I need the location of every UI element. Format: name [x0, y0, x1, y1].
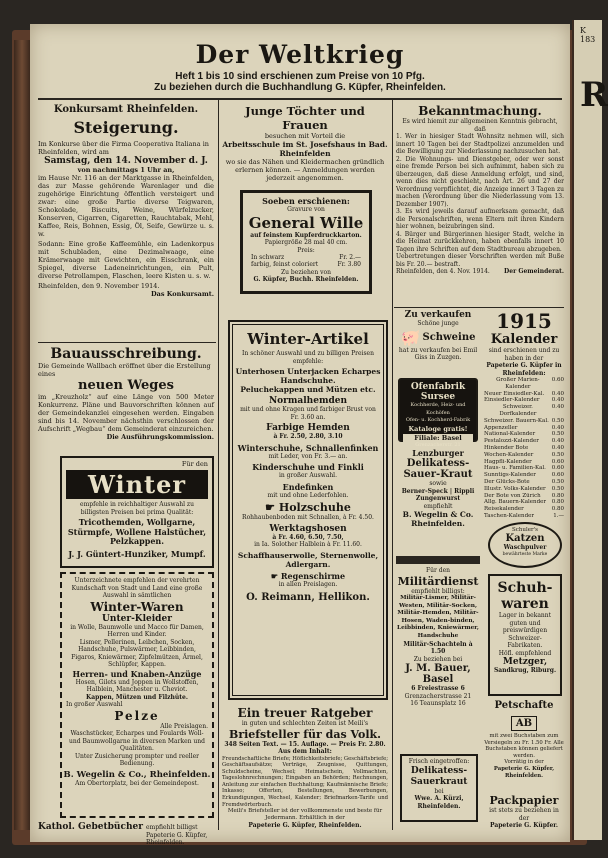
schweine-p2: hat zu verkaufen bei Emil Giss in Zuzgen.	[398, 346, 478, 361]
sauerkraut2-pre: Frisch eingetroffen:	[408, 758, 470, 765]
kalender-item	[484, 452, 564, 459]
kalender-item	[484, 472, 564, 479]
toechter-p2: wo sie das Nähen und Kleidermachen gründlich erlernen können. — Anmeldungen werden jederzeit angenommen.	[225, 158, 385, 182]
sauerkraut2-sign: Wwe. A. Kürzi, Rheinfelden.	[414, 795, 464, 810]
ratgeber-p4: Freundschaftliche Briefe; Höflichkeitsbriefe; Geschäftsbriefe; Geschäftsaufsätze; Verträge, Zeugnisse, Quittungen, Schuldscheine, Wechsel; Heimatschein, Vollmachten, Tageslohnrechnungen; Eingaben an Behörden; Rechnungen, Anleitung zur einfachen Buchhaltung; Kaufmännische Briefe; Inkasso; Offerten, Bestellungen, Bewerbungen, Erkundigungen, Wechsel, Kalender; Briefmarken-Tarife und Fremdwörterbuch.	[222, 755, 388, 808]
bekannt-p3: 3. Es wird jeweils darauf aufmerksam gemacht, daß die Personalschriften, wenn Eltern mit ihren Kindern hier wohnen, beizubringen sind.	[396, 208, 564, 230]
pig-icon: 🐖	[400, 327, 421, 347]
kalender-item	[484, 506, 564, 513]
kalender-item-name: Einsiedler-Kalender	[484, 397, 540, 404]
kalender-item-name: Reisekalender	[484, 506, 524, 513]
winterartikel-i12: Adlergarn.	[285, 559, 331, 569]
kalender-item	[484, 391, 564, 398]
winterartikel-i11: Schaffhauserwolle, Sternenwolle,	[237, 550, 379, 560]
kalender-item-price: 0.60	[551, 465, 564, 472]
winterwaren-line4: Kappen, Mützen und Filzhüte.	[86, 693, 188, 701]
militaer-p1: empfiehlt billigst:	[411, 587, 465, 595]
steigerung-sign: Das Konkursamt.	[150, 290, 214, 298]
delikatess-title: Delikatess-Sauer-Kraut	[403, 458, 473, 480]
winterartikel-i7b: in großer Auswahl.	[278, 472, 338, 479]
steigerung-p1: Im Konkurse über die Firma Cooperativa Italiana in Rheinfelden, wird am	[38, 140, 209, 156]
militaer-tascke: Militär-Schachteln à 1.50	[403, 640, 473, 656]
winterwaren-title: Winter-Waren	[90, 599, 184, 614]
militaer-items: Militär-Lismer, Militär-Westen, Militär-Socken, Militär-Hemden, Militär-Hosen, Waden-binden, Leibbinden, Kniewärmer, Handschuhe	[397, 595, 479, 639]
winter-gh-p1: empfehle in reichhaltiger Auswahl zu billigsten Preisen bei prima Qualität:	[80, 501, 194, 516]
bauaus-sign: Die Ausführungskommission.	[106, 433, 214, 441]
book-spine	[14, 40, 30, 830]
wille-price-label: Preis:	[297, 246, 315, 254]
winter-gh-pre: Für den	[181, 460, 208, 468]
kalender-item	[484, 513, 564, 520]
delikatess-line3: Zungenwurst	[415, 495, 461, 502]
steigerung-p2: im Hause Nr. 116 an der Marktgasse in Rheinfelden, das zur Masse gehörende Warenlager und die zugehörige Einrichtung öffentlich versteigert und zwar: eine große Partie diverse Teigwaren, Schokolade, Biscuits, Weine, Würfelzucker, Konserven, Cigarren, Cigaretten, Rauchtabak, Mehl, Kaffee, Reis, Bohnen, Essig, Öl, Seife, Gewürze u. s. w.	[38, 174, 214, 238]
militaer-addr1: 6 Freiestrasse 6	[411, 685, 465, 693]
bauaus-p1: Die Gemeinde Wallbach eröffnet über die Erstellung eines	[38, 362, 211, 378]
masthead-line1: Heft 1 bis 10 sind erschienen zum Preise von 10 Pfg.	[175, 71, 425, 82]
kalender-item-name: Der Glücks-Bote	[484, 478, 530, 485]
sursee-line2: Ofen- u. Kochherd-Fabrik	[405, 417, 471, 423]
kalender-item-price: 0.40	[551, 444, 564, 451]
kalender-item	[484, 397, 564, 404]
toechter-school: Arbeitsschule im St. Josefshaus in Bad. Rheinfelden	[222, 140, 388, 158]
militaerdienst-ad	[396, 567, 480, 708]
kalender-item-price: 0.40	[551, 397, 564, 404]
wille-p2: Papiergröße 28 mal 40 cm.	[264, 239, 348, 246]
kalender-item	[484, 499, 564, 506]
kalender-item	[484, 404, 564, 418]
kalender-p1: sind erschienen und zu haben in der	[488, 347, 560, 362]
kalender-item-price: 0.80	[551, 499, 564, 506]
petschafte-p2: Vorrätig in der	[504, 759, 544, 766]
kalender-item-name: Taschen-Kalender	[484, 512, 534, 519]
bauaus-sub: neuen Weges	[78, 378, 174, 393]
winterwaren-line1: in Wolle, Baumwolle und Macco für Damen, Herren und Kinder.	[70, 623, 204, 638]
wille-title: General Wille	[248, 213, 364, 232]
newspaper-page	[30, 24, 570, 846]
winter-gh-sign: J. J. Güntert-Hunziker, Mumpf.	[68, 548, 206, 559]
toechter-title: Junge Töchter und Frauen	[245, 104, 365, 132]
kalender-item-name: Der Bote von Zürich	[484, 492, 541, 499]
kalender-item	[484, 438, 564, 445]
delikatess-ad	[396, 448, 480, 528]
kalender-list	[484, 377, 564, 520]
masthead-line2: Zu beziehen durch die Buchhandlung G. Küpfer, Rheinfelden.	[154, 82, 446, 93]
sursee-line5: Grenzacherstr. 21	[415, 441, 461, 448]
kalender-item-price: 0.50	[551, 417, 564, 424]
wille-pre: Soeben erschienen:	[262, 196, 350, 206]
schuhwaren-ad	[488, 574, 562, 696]
kalender-item-price: 0.40	[551, 404, 564, 411]
kalender-item-name: Großer Marien-Kalender	[496, 377, 540, 390]
delikatess-sign: B. Wegelin & Co. Rheinfelden.	[402, 510, 474, 528]
wille-price1	[243, 254, 369, 261]
winterartikel-i8b: mit und ohne Lederfohlen.	[267, 491, 349, 499]
kalender-item	[484, 418, 564, 425]
winterartikel-i13	[230, 571, 386, 581]
divider	[394, 307, 564, 308]
kalender-item-name: Pestalozzi-Kalender	[484, 438, 539, 445]
kalender-item	[484, 425, 564, 432]
kalender-item-name: Schweizer. Dorfkalender	[499, 404, 537, 417]
winterartikel-i4b: mit und ohne Kragen und farbiger Brust von Fr. 3.60 an.	[240, 406, 376, 421]
kalender-item-name: Appenzeller	[484, 424, 518, 431]
steigerung-time: von nachmittags 1 Uhr an,	[77, 166, 175, 174]
bauaus-p2: im „Kreuzholz“ auf eine Länge von 500 Meter Konkurrenz. Pläne und Bauvorschriften können auf der Gemeindekanzlei eingesehen werden. Eingaben sind bis 14. November nächsthin verschlossen der Aufschrift „Wegbau“ dem Gemeinderat einzureichen.	[38, 393, 214, 433]
wille-sign: G. Küpfer, Buchh. Rheinfelden.	[253, 276, 359, 284]
petschafte-ad	[484, 700, 564, 779]
bekannt-place: Rheinfelden, den 4. Nov. 1914.	[396, 268, 490, 275]
masthead-rule	[38, 98, 562, 100]
next-page-number: K 183	[580, 26, 596, 44]
winterartikel-i9	[230, 501, 386, 514]
winterartikel-i8: Endefinken	[282, 481, 334, 492]
ratgeber-p3: Aus dem Inhalt:	[278, 748, 332, 755]
delikatess-line4: empfiehlt	[423, 502, 453, 510]
schuhwaren-addr: Sandkrug, Riburg.	[493, 667, 557, 674]
winterwaren-sub: Unter-Kleider	[102, 613, 172, 624]
steigerung-header: Konkursamt Rheinfelden.	[53, 104, 199, 115]
gebetbuch-text: empfiehlt billigst Papeterie G. Küpfer, Rheinfelden.	[145, 824, 208, 846]
militaer-pre2: Zu beziehen bei	[413, 655, 463, 663]
ratgeber-p1: in guten und schlechten Zeiten ist Meili's	[241, 720, 369, 727]
ratgeber-title2: Briefsteller für das Volk.	[229, 727, 381, 741]
ratgeber-p5: Meili's Briefsteller ist der vollkommenste und beste für Jedermann. Erhältlich in der	[227, 808, 383, 822]
winterartikel-intro: In schöner Auswahl und zu billigen Preisen empfehle:	[242, 350, 374, 365]
kalender-item-price: 0.40	[551, 438, 564, 445]
steigerung-ad	[38, 104, 214, 298]
kalender-item	[484, 486, 564, 493]
bekannt-p1: 1. Wer in hiesiger Stadt Wohnsitz nehmen will, sich innert 10 Tagen bei der Stadtpolizei anzumelden und die Bewilligung zur Niederlassung nachzusuchen hat.	[396, 133, 564, 155]
bekannt-intro: Es wird hiemit zur allgemeinen Kenntnis gebracht, daß	[402, 118, 558, 133]
ofenfabrik-ad	[398, 378, 478, 448]
kalender-shop: Papeterie G. Küpfer in Rheinfelden:	[486, 362, 562, 377]
winterartikel-i9-label: Holzschuhe	[278, 501, 351, 514]
divider	[38, 342, 216, 343]
petschafte-p1: mit zwei Buchstaben zum Versiegeln zu Fr. 1.50 Fr. Alle Buchstaben können geliefert werden.	[484, 733, 564, 759]
schuhwaren-p1: Lager in bekannt guten und preiswürdigen Schweizer-Fabrikaten.	[498, 612, 552, 649]
winterartikel-i10c: in Ia. Solother Halblein à Fr. 11.60.	[254, 541, 362, 548]
winterartikel-i13b: in allen Preislagen.	[278, 580, 338, 588]
kalender-year: 1915	[496, 309, 552, 333]
gebetbuch-title: Kathol. Gebetbücher	[38, 822, 143, 832]
schweine-row	[396, 328, 480, 347]
winterwaren-pelze-pre: In großer Auswahl	[66, 701, 123, 708]
winterartikel-i9b: Rohhaubenboden mit Schnallen, à Fr. 4.50.	[242, 514, 374, 521]
kalender-item-price: 0.50	[551, 431, 564, 438]
bekannt-title: Bekanntmachung.	[418, 104, 542, 118]
kalender-item	[484, 493, 564, 500]
black-bar	[396, 556, 480, 564]
winterartikel-i1: Unterhosen Unterjacken Echarpes	[235, 367, 381, 376]
delikatess-line2: Berner-Speck | Rippli	[401, 487, 475, 495]
winterartikel-i4: Normalhemden	[268, 396, 348, 406]
wille-price1-value: Fr. 2.—	[339, 254, 361, 261]
kalender-item-price: 0.50	[551, 485, 564, 492]
militaer-addr2: Grenzacherstrasse 21	[404, 692, 472, 700]
militaer-title: Militärdienst	[397, 574, 479, 588]
kalender-item-name: Haus- u. Familien-Kal.	[484, 465, 546, 472]
sauerkraut-ad	[400, 754, 478, 822]
kalender-item-price: 0.60	[551, 377, 564, 383]
bekannt-p4: 4. Bürger und Bürgerinnen hiesiger Stadt, welche in die Heimat zurückkehren, haben ebenfalls innert 10 Tagen ihre Schriften auf dem Stadtbureau abzugeben.	[396, 230, 564, 253]
wille-price2-label: farbig, feinst coloriert	[251, 261, 319, 269]
winterwaren-line6: Unter Zusicherung prompter und reeller Bedienung.	[74, 752, 200, 767]
ratgeber-sign: Papeterie G. Küpfer, Rheinfelden.	[248, 822, 362, 830]
sauerkraut2-title: Delikatess-Sauerkraut	[410, 765, 468, 787]
winter-guentert-ad	[60, 456, 214, 568]
packpapier-title: Packpapier	[489, 794, 559, 807]
sursee-line4: Filiale: Basel	[403, 434, 473, 442]
kalender-item-name: Hinkender Bote	[484, 444, 529, 451]
wille-price2	[243, 261, 369, 268]
bekannt-p2: 2. Die Wohnungs- und Dienstgeber, oder wer sonst eine fremde Person bei sich aufnimmt, haben sich zu überzeugen, daß diese Anmeldung erfolgt, und sind, wenn dies nicht geschieht, nach Art. 26 und 27 der Verordnung verpflichtet, die Anzeige innert 3 Tagen zu machen (Verordnung über die Niederlassung vom 13. Dezember 1907).	[396, 155, 564, 208]
kalender-item-name: Sunntigs-Kalender	[484, 472, 536, 479]
delikatess-line1: sowie	[429, 480, 447, 487]
winterartikel-i6b: mit Leder, von Fr. 3.— an.	[268, 452, 348, 460]
katzen-ad	[488, 522, 562, 568]
ratgeber-ad	[222, 706, 388, 830]
winterartikel-title: Winter-Artikel	[247, 330, 369, 348]
sursee-line3: Kataloge gratis!	[408, 424, 468, 433]
bekanntmachung-ad	[396, 104, 564, 275]
winterwaren-intro: Unterzeichnete empfehlen der verehrten Kundschaft von Stadt und Land eine große Auswahl in sämtlichen	[71, 577, 203, 599]
militaer-sign: J. M. Bauer, Basel	[405, 663, 471, 686]
kalender-item-price: 0.50	[551, 478, 564, 485]
kalender-item-name: Hagpfli-Kalender	[484, 458, 532, 465]
kalender-item-price: 0.80	[551, 492, 564, 499]
sauerkraut2-line1: bei	[434, 787, 444, 795]
kalender-item-name: Neuer Einsiedler-Kal.	[484, 390, 545, 397]
schuhwaren-p2: Höfl. empfehlend	[498, 649, 552, 657]
next-page-edge	[572, 20, 608, 840]
kalender-item	[484, 479, 564, 486]
column-divider	[392, 100, 393, 830]
winterwaren-pelze: Pelze	[114, 708, 160, 723]
petschafte-sign: Papeterie G. Küpfer, Rheinfelden.	[493, 765, 555, 779]
winterartikel-i10b: à Fr. 4.60, 6.50, 7.50,	[272, 533, 344, 541]
packpapier-p1: ist stets zu beziehen in der	[489, 807, 559, 822]
pointing-hand-icon: ☛	[270, 570, 281, 581]
winterartikel-i3: Peluchekappen und Mützen etc.	[240, 385, 376, 394]
winterartikel-i5b: à Fr. 2.50, 2.80, 3.10	[273, 433, 343, 440]
kalender-item-price: 0.60	[551, 472, 564, 479]
kalender-item	[484, 445, 564, 452]
kalender-item-name: Illustr. Volks-Kalender	[484, 485, 546, 492]
schweine-p1: Schöne junge	[417, 320, 459, 327]
steigerung-place: Rheinfelden, den 9. November 1914.	[38, 282, 160, 290]
kalender-item-name: National-Kalender	[484, 431, 536, 438]
delikatess-pre: Lenzburger	[412, 448, 464, 458]
katzen-line1: Schuler's	[512, 527, 538, 533]
winterwaren-sign-post: Am Obertorplatz, bei der Gemeindepost.	[75, 779, 199, 787]
wille-from: Zu beziehen von	[280, 268, 331, 276]
masthead	[30, 40, 570, 93]
packpapier-ad	[484, 794, 564, 830]
winterwaren-line3: Hosen, Gilets und Joppen in Wollstoffen, Halblein, Manchester u. Cheviot.	[75, 678, 199, 693]
kalender-item-name: Allg. Bauern-Kalender	[484, 499, 547, 506]
winterartikel-i7: Kinderschuhe und Finkli	[252, 462, 364, 472]
katzen-line2: Katzen	[505, 533, 545, 544]
steigerung-p3: Sodann: Eine große Kaffeemühle, ein Ladenkorpus mit Schubladen, eine Dezimalwaage, eine Krämerwaage mit Gewichten, ein Eisschrank, ein Spiegel, diverse Ladeneinrichtungen, ein Pult, diverse Petrollampen, Flaschen, leere Kisten u. s. w.	[38, 240, 214, 280]
winterartikel-i5: Farbige Hemden	[266, 423, 350, 433]
kalender-item-price: 0.60	[551, 458, 564, 465]
toechter-p1: besuchen mit Vorteil die	[264, 132, 346, 140]
kalender-item	[484, 377, 564, 391]
kalender-item-name: Schweizer. Bauern-Kal.	[484, 417, 549, 424]
seal-monogram-icon: AB	[511, 716, 537, 731]
sursee-line1: Kochherde, Heiz- und Kochöfen	[410, 402, 466, 416]
militaer-pre: Für den	[425, 567, 451, 574]
winterwaren-sign: B. Wegelin & Co., Rheinfelden.	[63, 769, 211, 780]
kalender-ad	[484, 310, 564, 520]
kalender-item	[484, 459, 564, 466]
kalender-item-price: 0.80	[551, 506, 564, 513]
winterwaren-line5: Waschstücker, Echarpes und Foulards Woll- und Baumwollgarne in diversen Marken und Qualitäten.	[69, 730, 205, 752]
kalender-item-price: 1.—	[553, 512, 564, 519]
bekannt-p5: Uebertretungen dieser Vorschriften werden mit Buße bis Fr. 20.— bestraft.	[396, 253, 564, 268]
winterwaren-line2: Lismer, Pellerinen, Leibchen, Socken, Handschuhe, Pulswärmer, Leibbinden, Figaros, Kniewärmer, Zipfelmützen, Ärmel, Schlüpfer, Kappen.	[71, 638, 203, 668]
winterartikel-i6: Winterschuhe, Schnallenfinken	[237, 442, 379, 453]
kalender-item-price: 0.50	[551, 451, 564, 458]
schuhwaren-title: Schuh-waren	[497, 580, 553, 612]
wille-sub: Gravure von	[287, 206, 325, 213]
winterartikel-sign: O. Reimann, Hellikon.	[246, 592, 370, 603]
bauaus-title: Bauausschreibung.	[50, 346, 202, 362]
sursee-title: Ofenfabrik Sursee	[410, 382, 466, 402]
kalender-title: Kalender	[490, 332, 558, 347]
kalender-item-name: Wochen-Kalender	[484, 451, 534, 458]
pointing-hand-icon: ☛	[265, 501, 279, 514]
winter-gh-items: Tricothemden, Wollgarne, Stürmpfe, Wollene Halstücher, Pelzkappen.	[67, 517, 207, 546]
schweine-ad	[396, 310, 480, 362]
bauausschreibung-ad	[38, 346, 214, 441]
winterartikel-i10: Werktagshosen	[269, 523, 347, 534]
kalender-item-price: 0.40	[551, 390, 564, 397]
petschafte-title: Petschafte	[494, 700, 554, 711]
steigerung-title: Steigerung.	[73, 118, 179, 137]
militaer-addr3: 16 Teaunsplatz 16	[410, 700, 466, 708]
winterwaren-sub2: Herren- und Knaben-Anzüge	[72, 668, 202, 679]
schweine-big: Schweine	[422, 331, 476, 343]
katzen-line3: Waschpulver	[503, 544, 547, 551]
steigerung-date: Samstag, den 14. November d. J.	[44, 156, 208, 166]
wille-p1: auf feinstem Kupferdruckkarton.	[250, 231, 362, 239]
bekannt-footer	[396, 268, 564, 275]
wille-price2-value: Fr. 3.80	[337, 261, 361, 269]
katzen-line4: bewährteste Marke	[502, 551, 548, 557]
kalender-item	[484, 465, 564, 472]
toechter-ad	[222, 104, 388, 182]
schweine-title: Zu verkaufen	[404, 310, 472, 320]
schuhwaren-name: Metzger,	[502, 657, 548, 667]
bekannt-sign: Der Gemeinderat.	[504, 268, 564, 275]
winterwaren-pelze-post: Alle Preislagen.	[160, 722, 208, 730]
next-page-letter: R	[580, 75, 608, 115]
ratgeber-title: Ein treuer Ratgeber	[237, 706, 373, 720]
column-divider	[218, 100, 219, 830]
masthead-title: Der Weltkrieg	[195, 40, 405, 69]
winterartikel-i2: Handschuhe.	[280, 376, 336, 385]
winter-artikel-ad	[228, 320, 388, 700]
packpapier-sign: Papeterie G. Küpfer.	[489, 822, 558, 829]
kalender-item-price: 0.40	[551, 424, 564, 431]
winterartikel-i13-label: Regenschirme	[280, 570, 346, 581]
winter-gh-title: Winter	[66, 470, 208, 499]
gebetbuecher-ad	[38, 822, 216, 847]
general-wille-ad	[240, 190, 372, 294]
kalender-item	[484, 431, 564, 438]
winter-waren-ad	[60, 572, 214, 818]
wille-price1-label: In schwarz	[251, 254, 285, 261]
ratgeber-p2: 348 Seiten Text. — 15. Auflage. — Preis Fr. 2.80.	[224, 740, 386, 748]
